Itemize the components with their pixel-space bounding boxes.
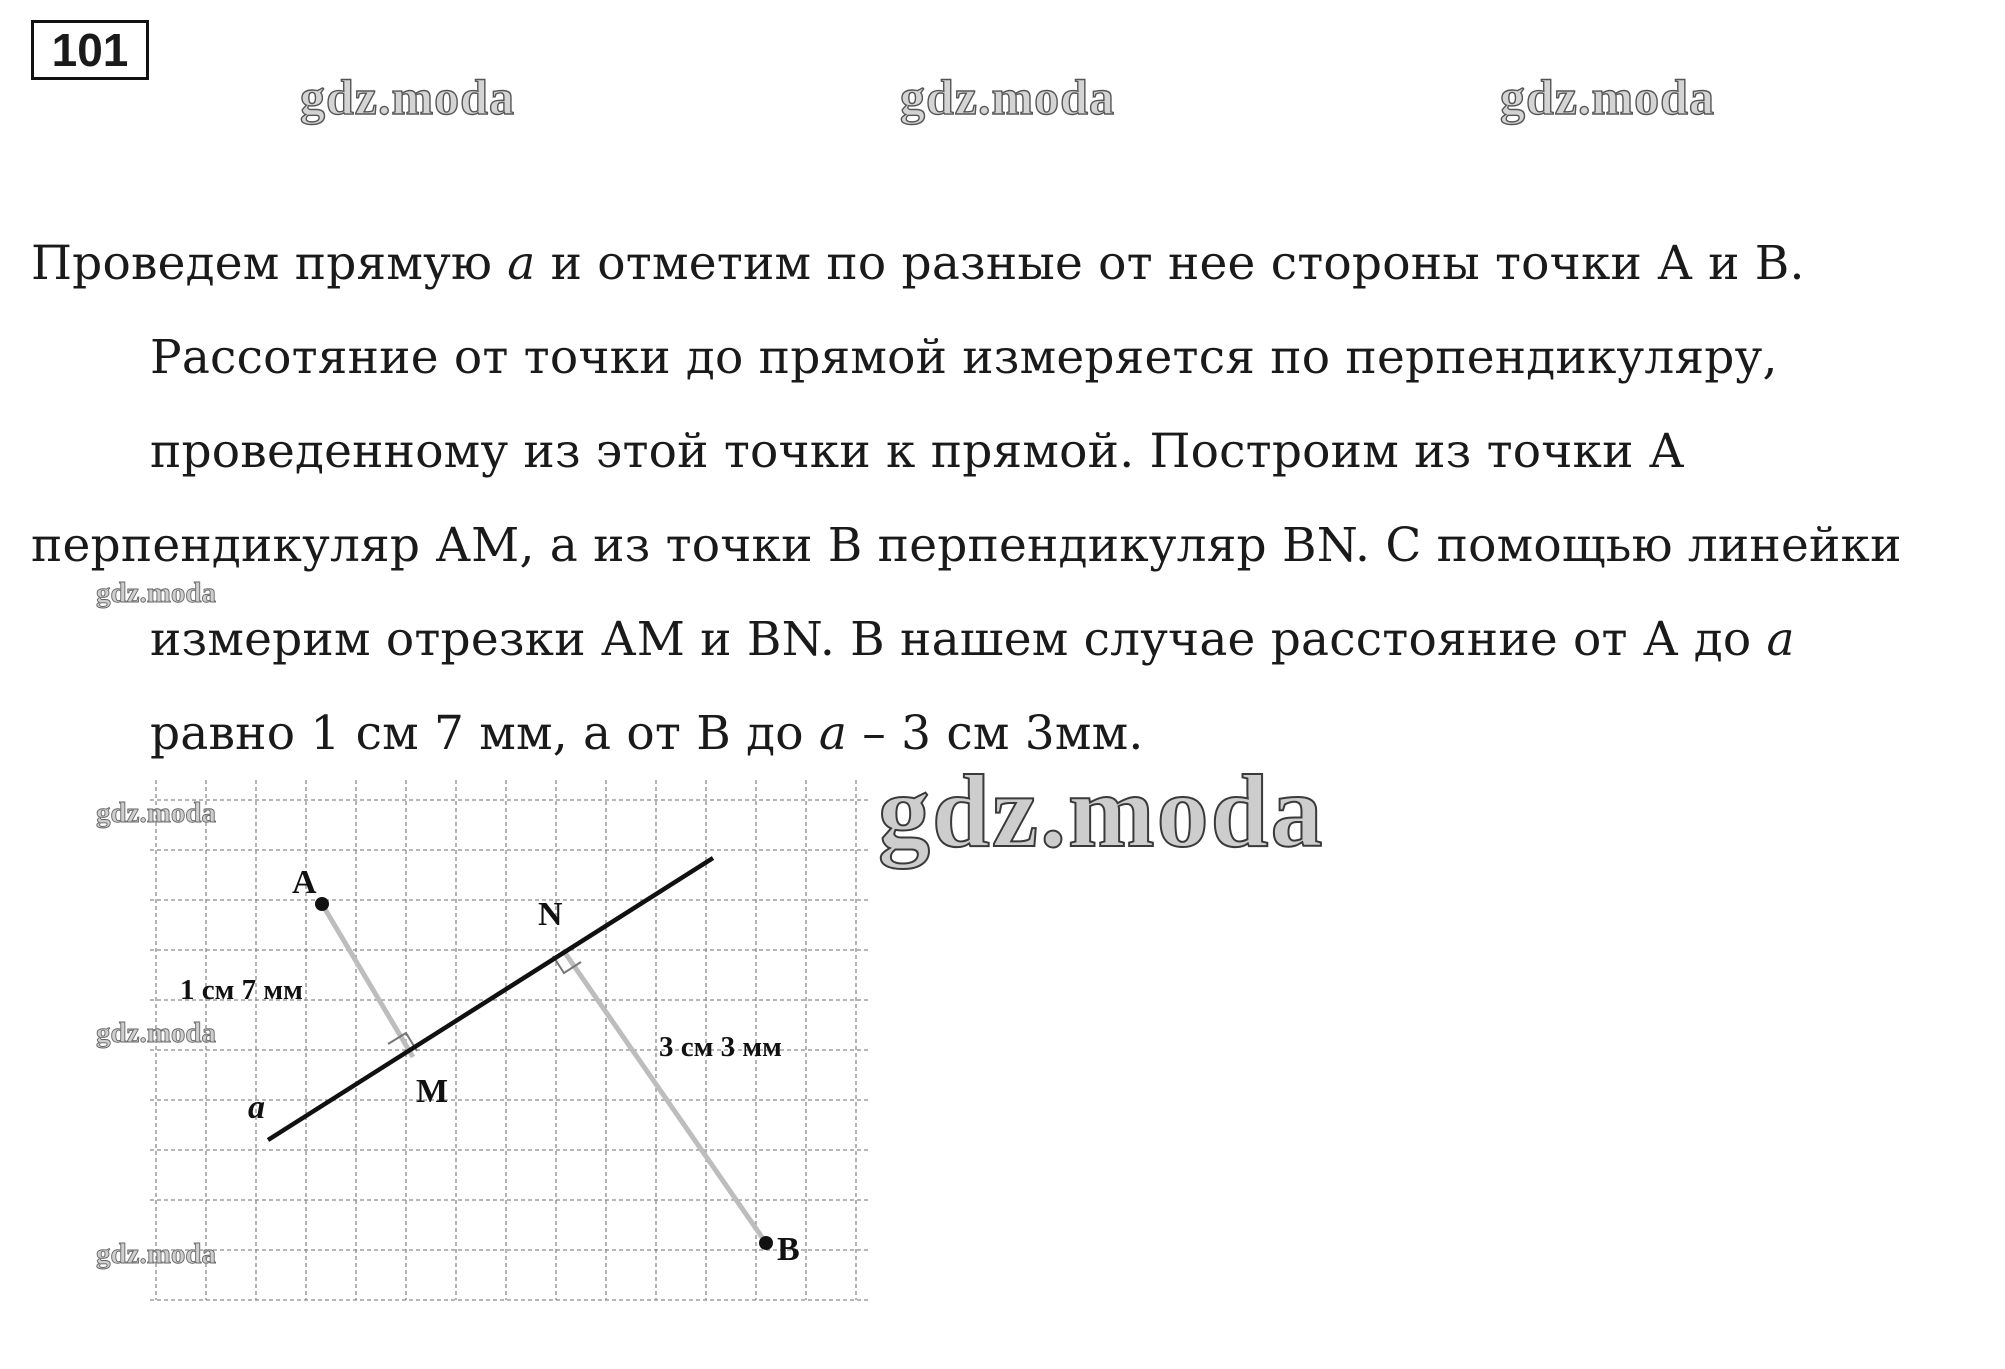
- watermark-logo: gdz.moda: [900, 69, 1115, 125]
- geometry-figure: [150, 780, 890, 1320]
- watermark-logo: gdz.moda: [96, 1238, 217, 1270]
- segment-am: [322, 904, 413, 1057]
- line-a-label: a: [248, 1089, 265, 1126]
- segment-bn: [563, 950, 766, 1243]
- watermark-logo: gdz.moda: [96, 797, 217, 829]
- watermark-logo: gdz.moda: [96, 577, 217, 609]
- point-m-label: M: [416, 1073, 449, 1110]
- watermark-logo: gdz.moda: [96, 1017, 217, 1049]
- point-a-dot: [315, 897, 329, 911]
- problem-number: 101: [31, 20, 149, 80]
- text-line: перпендикуляр АМ, а из точки В перпендикуляр ВN. С помощью линейки: [31, 518, 1902, 573]
- text-line: равно 1 см 7 мм, а от В до a – 3 см 3мм.: [150, 706, 1144, 761]
- text-line: проведенному из этой точки к прямой. Построим из точки А: [150, 424, 1685, 479]
- length-bn-label: 3 см 3 мм: [659, 1031, 782, 1063]
- point-a-label: A: [292, 864, 317, 901]
- watermark-logo: gdz.moda: [300, 69, 515, 125]
- length-am-label: 1 см 7 мм: [180, 974, 303, 1006]
- text-line: измерим отрезки АМ и ВN. В нашем случае расстояние от А до a: [150, 612, 1795, 667]
- point-b-label: B: [777, 1231, 800, 1268]
- text-line: Рассотяние от точки до прямой измеряется по перпендикуляру,: [150, 330, 1778, 385]
- point-n-label: N: [538, 896, 563, 933]
- watermark-logo-large: gdz.moda: [878, 754, 1325, 869]
- text-line: Проведем прямую a и отметим по разные от нее стороны точки А и В.: [31, 236, 1805, 291]
- point-b-dot: [759, 1236, 773, 1250]
- watermark-logo: gdz.moda: [1500, 69, 1715, 125]
